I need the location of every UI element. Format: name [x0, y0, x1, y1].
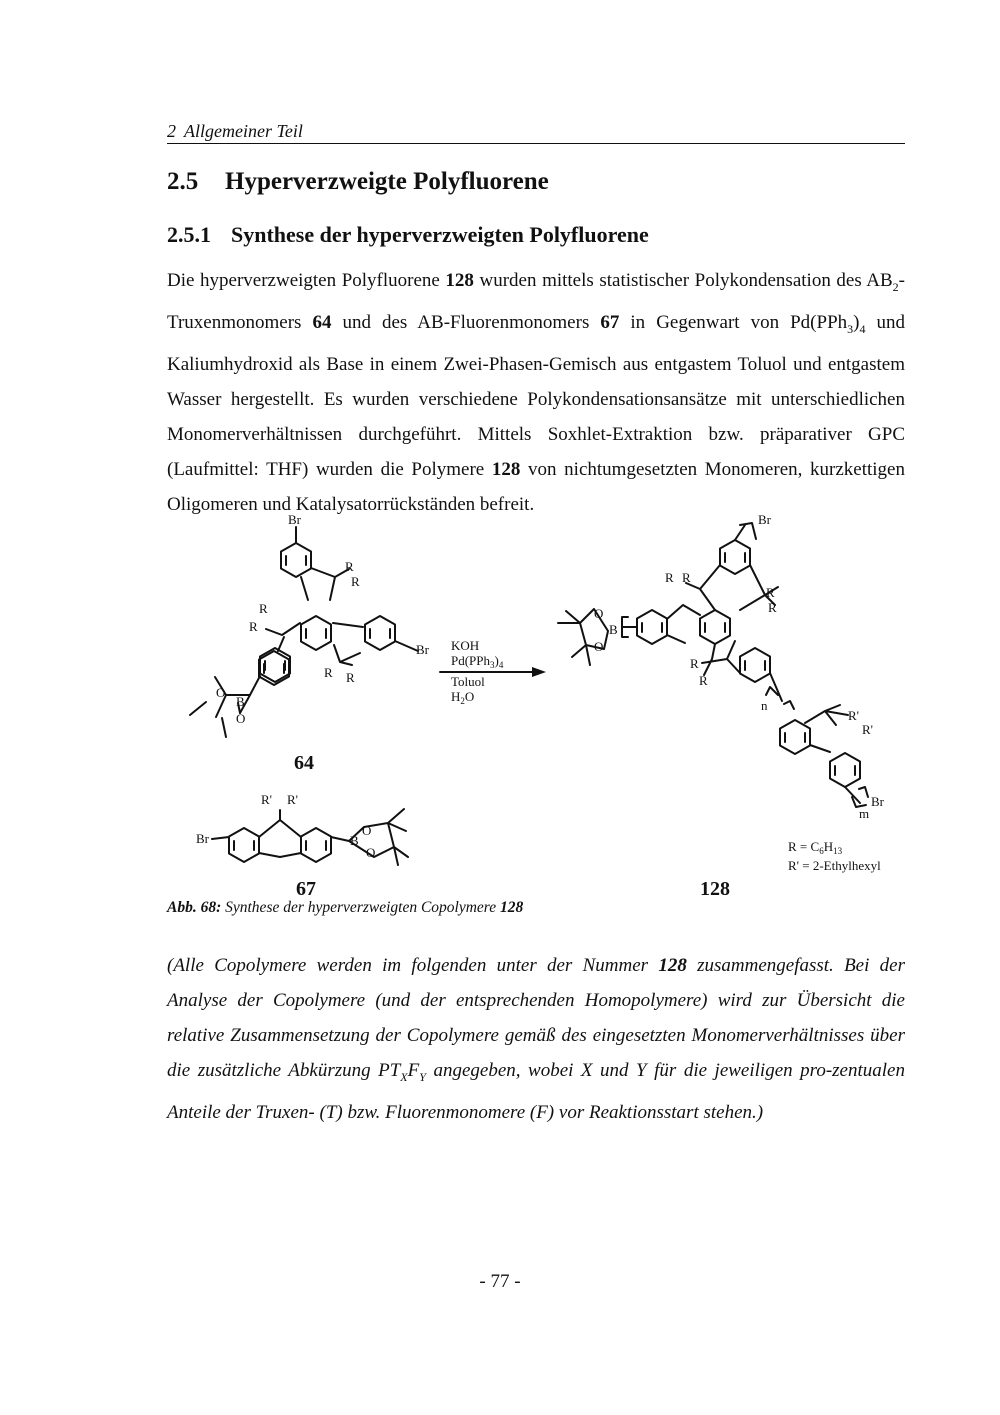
- compound-ref: 128: [658, 955, 687, 976]
- subsection-number: 2.5.1: [167, 222, 211, 247]
- chapter-number: 2: [167, 121, 176, 141]
- o-label: O: [366, 845, 376, 860]
- para-text: -Truxenmonomers: [167, 270, 905, 333]
- r-label: R: [690, 656, 699, 671]
- para-text: ): [853, 311, 860, 333]
- r-label: R: [345, 559, 354, 574]
- o-label: O: [236, 711, 246, 726]
- condition-pd: $Pd(PPh_3)_4$: [451, 653, 504, 670]
- note-text: angegeben, wobei X und Y für die jeweiligen pro-zentualen Anteile der Truxen- (T) bzw. Fluorenmonomere (F) vor Reaktionsstart stehen.): [167, 1060, 905, 1123]
- rprime-label: R': [261, 792, 273, 807]
- rprime-label: R': [287, 792, 299, 807]
- reaction-arrow: [440, 638, 546, 706]
- r-label: R: [699, 673, 708, 688]
- legend-rprime: R' = 2-Ethylhexyl: [788, 858, 881, 873]
- figure-caption: [167, 899, 523, 917]
- rprime-label: R': [848, 708, 860, 723]
- compound-label-64: 64: [294, 752, 314, 774]
- subscript: X: [400, 1069, 408, 1084]
- br-label: Br: [288, 512, 301, 527]
- r-label: R: [324, 665, 333, 680]
- r-label: R: [351, 574, 360, 589]
- compound-label-128: 128: [700, 878, 730, 900]
- b-label: B: [609, 622, 618, 637]
- note-text: (Alle Copolymere werden im folgenden unter der Nummer: [167, 955, 659, 976]
- caption-number: 128: [500, 899, 524, 916]
- b-label: B: [236, 694, 245, 709]
- polymer-128: [558, 512, 885, 900]
- body-paragraph: [167, 263, 905, 522]
- note-text: zusammengefasst. Bei der Analyse der Copolymere (und der entsprechenden Homopolymere) wird zur Übersicht die relative Zusammensetzung der Copolymere gemäß des eingesetzten Monomerverhältnisses über die zusätzliche Abkürzung PT: [167, 955, 905, 1081]
- br-label: Br: [196, 831, 209, 846]
- condition-water: $H_2O$: [451, 689, 475, 706]
- br-label: Br: [758, 512, 771, 527]
- r-label: R: [249, 619, 258, 634]
- condition-toluol: Toluol: [451, 674, 485, 689]
- subsection-heading: [167, 222, 649, 248]
- note-text: F: [407, 1060, 420, 1081]
- subscript: 2: [892, 279, 899, 294]
- truxene-monomer-64: [190, 512, 430, 774]
- para-text: in Gegenwart von Pd(PPh: [619, 311, 848, 333]
- o-label: O: [594, 639, 604, 654]
- para-text: Die hyperverzweigten Polyfluorene: [167, 270, 446, 291]
- n-label: n: [761, 698, 768, 713]
- caption-prefix: Abb. 68:: [167, 899, 222, 916]
- r-label: R: [259, 601, 268, 616]
- para-text: wurden mittels statistischer Polykondensation des AB: [473, 270, 893, 291]
- compound-label-67: 67: [296, 878, 316, 900]
- reaction-scheme: [0, 505, 1000, 905]
- subscript: Y: [419, 1069, 426, 1084]
- para-text: von nichtumgesetzten Monomeren, kurzkettigen Oligomeren und Katalysatorrückständen befreit.: [167, 458, 905, 515]
- running-header: [167, 121, 905, 144]
- fluorene-monomer-67: [196, 792, 408, 900]
- r-label: R: [346, 670, 355, 685]
- m-label: m: [859, 806, 870, 821]
- subsection-title: Synthese der hyperverzweigten Polyfluorene: [231, 222, 649, 247]
- caption-text: Synthese der hyperverzweigten Copolymere: [221, 899, 501, 916]
- section-number: 2.5: [167, 168, 199, 195]
- r-label: R: [768, 600, 777, 615]
- compound-ref: 128: [445, 270, 474, 291]
- o-label: O: [216, 685, 226, 700]
- o-label: O: [594, 606, 604, 621]
- condition-koh: KOH: [451, 638, 480, 653]
- b-label: B: [350, 833, 359, 848]
- subscript: 3: [847, 321, 854, 336]
- o-label: O: [362, 823, 372, 838]
- compound-ref: 128: [491, 458, 521, 480]
- br-label: Br: [871, 794, 884, 809]
- para-text: und des AB-Fluorenmonomers: [331, 311, 601, 333]
- compound-ref: 64: [312, 311, 332, 333]
- legend-r: $R = C_6H_{13}$: [788, 839, 843, 856]
- rprime-label: R': [862, 722, 874, 737]
- para-text: und Kaliumhydroxid als Base in einem Zwei-Phasen-Gemisch aus entgastem Toluol und entgastem Wasser hergestellt. Es wurden verschiedene Polykondensationsansätze mit unterschiedlichen Monomerverhältnissen durchgeführt. Mittels Soxhlet-Extraktion bzw. präparativer GPC (Laufmittel: THF) wurden die Polymere: [167, 311, 905, 480]
- subscript: 4: [859, 321, 866, 336]
- br-label: Br: [416, 642, 429, 657]
- italic-note: [167, 948, 905, 1130]
- r-label: R: [665, 570, 674, 585]
- compound-ref: 67: [600, 311, 620, 333]
- r-label: R: [682, 570, 691, 585]
- page-number: - 77 -: [479, 1271, 521, 1292]
- r-label: R: [766, 585, 775, 600]
- section-title: Hyperverzweigte Polyfluorene: [225, 168, 549, 195]
- section-heading: [167, 168, 549, 196]
- chapter-title: Allgemeiner Teil: [184, 121, 303, 141]
